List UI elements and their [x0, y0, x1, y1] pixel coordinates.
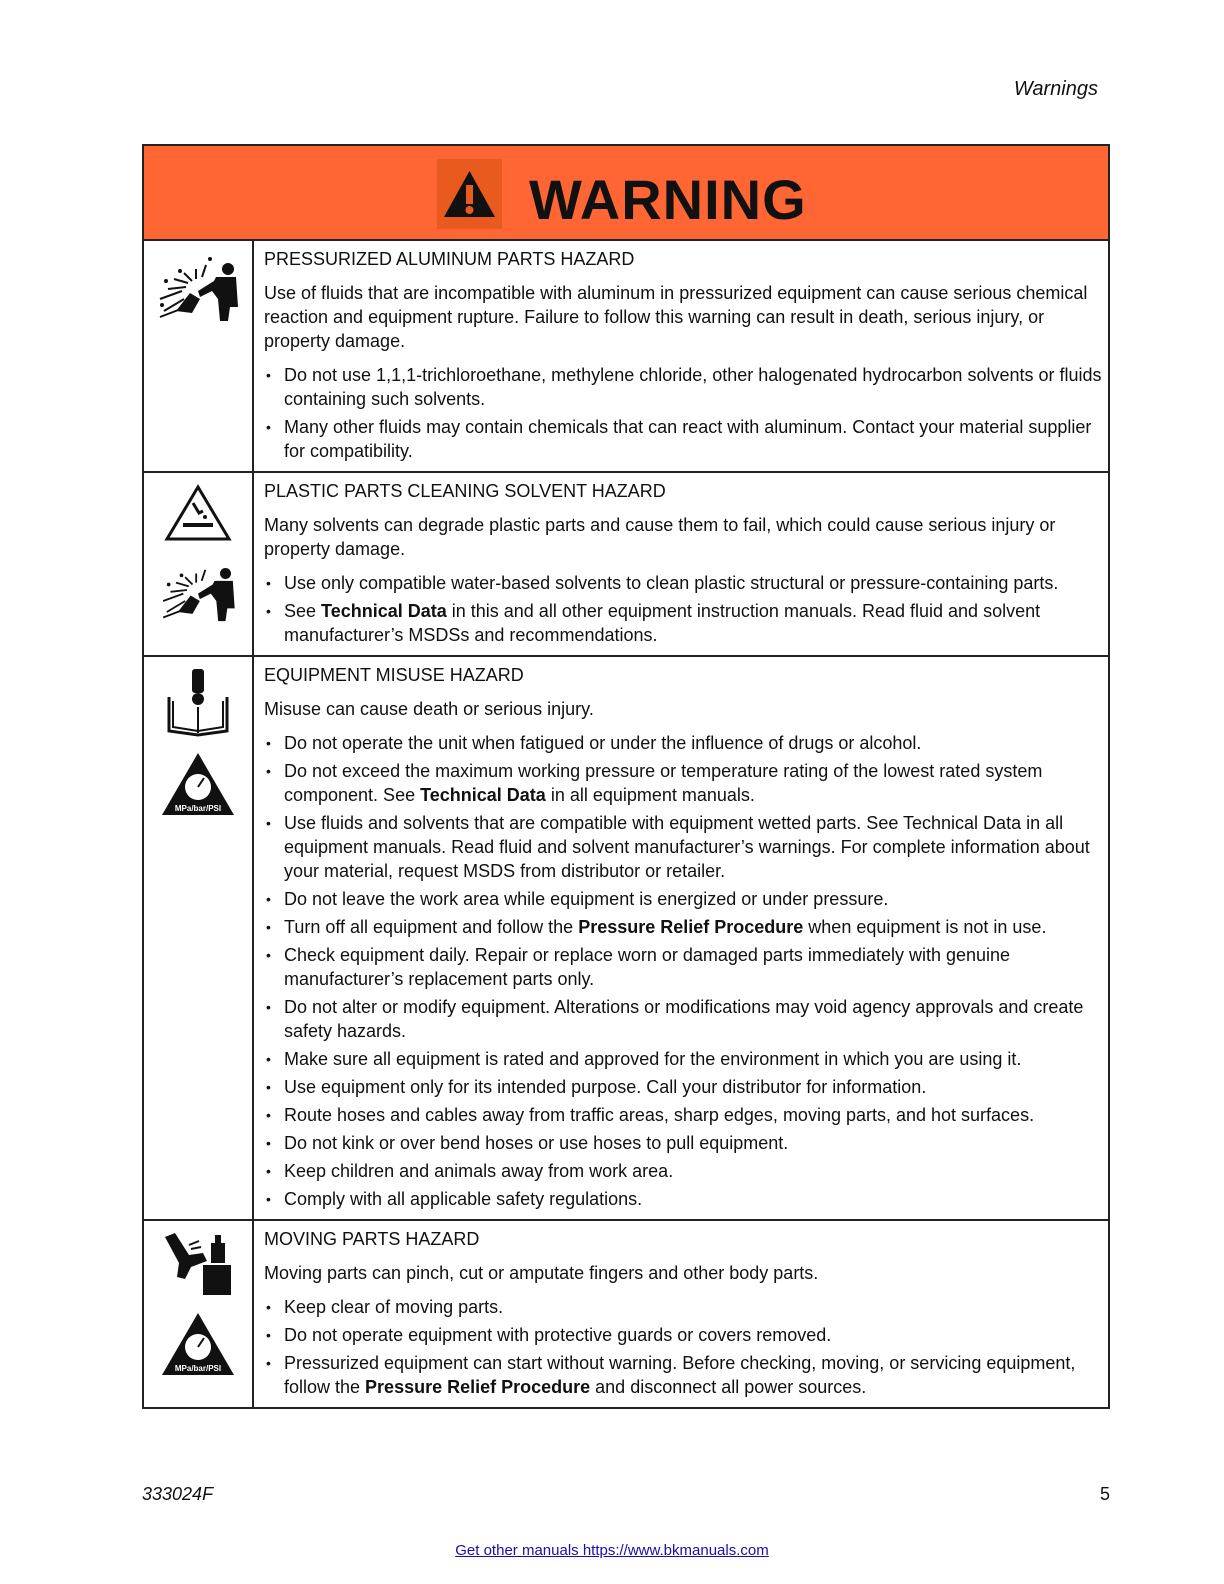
list-item: • Many other fluids may contain chemicals that can react with aluminum. Contact your material supplier for compatibility. — [264, 415, 1102, 463]
list-item: • Make sure all equipment is rated and approved for the environment in which you are using it. — [264, 1047, 1102, 1071]
hazard-title: PLASTIC PARTS CLEANING SOLVENT HAZARD — [264, 481, 666, 501]
list-item: • Do not kink or over bend hoses or use hoses to pull equipment. — [264, 1131, 1102, 1155]
list-item: • Comply with all applicable safety regulations. — [264, 1187, 1102, 1211]
list-item: • Use equipment only for its intended purpose. Call your distributor for information. — [264, 1075, 1102, 1099]
page-number: 5 — [1099, 1484, 1110, 1504]
moving-parts-icon — [163, 1231, 233, 1297]
hazard-row-pressurized-aluminum — [144, 241, 1108, 473]
warning-triangle-icon — [437, 159, 502, 229]
hazard-row-plastic-parts — [144, 473, 1108, 657]
splash-hazard-icon — [156, 251, 240, 323]
document-number: 333024F — [142, 1484, 214, 1504]
list-item: • Check equipment daily. Repair or replace worn or damaged parts immediately with genuine manufacturer’s replacement parts only. — [264, 943, 1102, 991]
list-item: • Route hoses and cables away from traffic areas, sharp edges, moving parts, and hot surfaces. — [264, 1103, 1102, 1127]
list-item: • Do not operate the unit when fatigued or under the influence of drugs or alcohol. — [264, 731, 1102, 755]
warning-table — [142, 144, 1110, 1409]
pressure-relief-ref: Pressure Relief Procedure — [365, 1377, 591, 1397]
list-item: • Use only compatible water-based solvents to clean plastic structural or pressure-containing parts. — [264, 571, 1102, 595]
warning-banner — [144, 146, 1108, 241]
pressure-gauge-icon — [160, 1311, 236, 1377]
pressure-gauge-icon — [160, 751, 236, 817]
svg-text:MPa/bar/PSI: MPa/bar/PSI — [174, 804, 222, 813]
list-item: • Do not exceed the maximum working pressure or temperature rating of the lowest rated system component. See Technical Data in all equipment manuals. — [264, 759, 1102, 807]
hazard-title: PRESSURIZED ALUMINUM PARTS HAZARD — [264, 249, 635, 269]
hazard-intro: Misuse can cause death or serious injury. — [264, 699, 594, 719]
read-manual-icon — [165, 667, 231, 737]
list-item: • Keep clear of moving parts. — [264, 1295, 1102, 1319]
hazard-row-moving-parts — [144, 1221, 1108, 1407]
list-item: • Pressurized equipment can start without warning. Before checking, moving, or servicing equipment, follow the Pressure Relief Procedure and disconnect all power sources. — [264, 1351, 1102, 1399]
pressure-relief-ref: Pressure Relief Procedure — [578, 917, 804, 937]
list-item: • Turn off all equipment and follow the Pressure Relief Procedure when equipment is not in use. — [264, 915, 1102, 939]
list-item: • Do not operate equipment with protective guards or covers removed. — [264, 1323, 1102, 1347]
hazard-intro: Moving parts can pinch, cut or amputate fingers and other body parts. — [264, 1263, 819, 1283]
list-item: • See Technical Data in this and all other equipment instruction manuals. Read fluid and solvent manufacturer’s MSDSs and recommendations. — [264, 599, 1102, 647]
technical-data-ref: Technical Data — [420, 785, 546, 805]
section-title: Warnings — [1013, 78, 1098, 100]
manuals-link[interactable]: Get other manuals https://www.bkmanuals.com — [455, 1542, 769, 1559]
list-item: • Use fluids and solvents that are compatible with equipment wetted parts. See Technical Data in all equipment manuals. Read fluid and solvent manufacturer’s warnings. For complete information about your material, request MSDS from distributor or retailer. — [264, 811, 1102, 883]
list-item: • Do not alter or modify equipment. Alterations or modifications may void agency approvals and create safety hazards. — [264, 995, 1102, 1043]
list-item: • Do not leave the work area while equipment is energized or under pressure. — [264, 887, 1102, 911]
hazard-title: MOVING PARTS HAZARD — [264, 1229, 480, 1249]
hazard-intro: Many solvents can degrade plastic parts and cause them to fail, which could cause serious injury or property damage. — [264, 515, 1056, 559]
warning-label: WARNING — [529, 168, 807, 231]
splash-hazard-icon — [156, 557, 240, 623]
hazard-title: EQUIPMENT MISUSE HAZARD — [264, 665, 524, 685]
technical-data-ref: Technical Data — [321, 601, 447, 621]
hazard-intro: Use of fluids that are incompatible with aluminum in pressurized equipment can cause serious chemical reaction and equipment rupture. Failure to follow this warning can result in death, serious injury, or property damage. — [264, 283, 1088, 351]
list-item: • Keep children and animals away from work area. — [264, 1159, 1102, 1183]
svg-text:MPa/bar/PSI: MPa/bar/PSI — [174, 1364, 222, 1373]
list-item: • Do not use 1,1,1-trichloroethane, methylene chloride, other halogenated hydrocarbon solvents or fluids containing such solvents. — [264, 363, 1102, 411]
corrosive-triangle-icon — [163, 483, 233, 543]
hazard-row-equipment-misuse — [144, 657, 1108, 1221]
